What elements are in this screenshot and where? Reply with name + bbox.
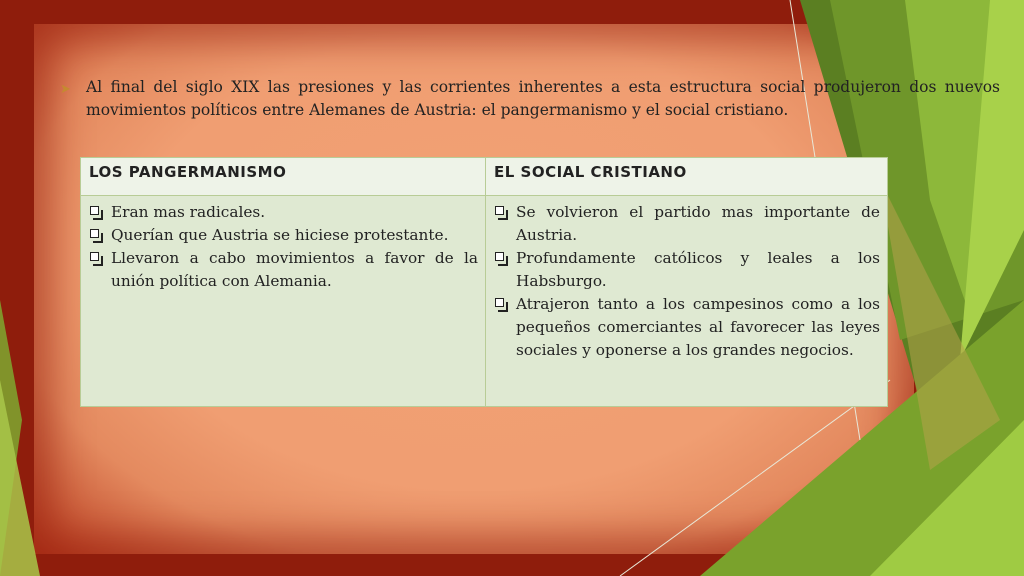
list-item [494, 201, 880, 247]
list-item [89, 224, 478, 247]
checkbox-bullet-icon [90, 206, 99, 215]
cell-social-cristiano [486, 196, 888, 407]
list-item-text: Atrajeron tanto a los campesinos como a los pequeños comerciantes al favorecer las leyes sociales y oponerse a los grandes negocios. [516, 295, 880, 359]
intro-paragraph [60, 76, 1000, 122]
table-header-row [81, 158, 888, 196]
checkbox-bullet-icon [90, 252, 99, 261]
list-item-text: Querían que Austria se hiciese protestante. [111, 226, 449, 244]
header-pangermanismo: LOS PANGERMANISMO [81, 158, 486, 196]
checkbox-bullet-icon [495, 252, 504, 261]
list-item-text: Se volvieron el partido mas importante de Austria. [516, 203, 880, 244]
intro-text: Al final del siglo XIX las presiones y las corrientes inherentes a esta estructura social produjeron dos nuevos movimientos políticos entre Alemanes de Austria: el pangermanismo y el social cristiano. [86, 78, 1000, 119]
checkbox-bullet-icon [90, 229, 99, 238]
checkbox-bullet-icon [495, 206, 504, 215]
cell-pangermanismo [81, 196, 486, 407]
header-social-cristiano: EL SOCIAL CRISTIANO [486, 158, 888, 196]
list-item [494, 247, 880, 293]
arrow-bullet-icon: ➤ [60, 82, 71, 97]
list-item-text: Profundamente católicos y leales a los Habsburgo. [516, 249, 880, 290]
list-item-text: Llevaron a cabo movimientos a favor de la unión política con Alemania. [111, 249, 478, 290]
social-cristiano-list [494, 201, 880, 362]
table-row [81, 196, 888, 407]
list-item [89, 247, 478, 293]
pangermanismo-list [89, 201, 478, 293]
list-item-text: Eran mas radicales. [111, 203, 266, 221]
list-item [89, 201, 478, 224]
list-item [494, 293, 880, 362]
checkbox-bullet-icon [495, 298, 504, 307]
comparison-table [80, 157, 888, 407]
